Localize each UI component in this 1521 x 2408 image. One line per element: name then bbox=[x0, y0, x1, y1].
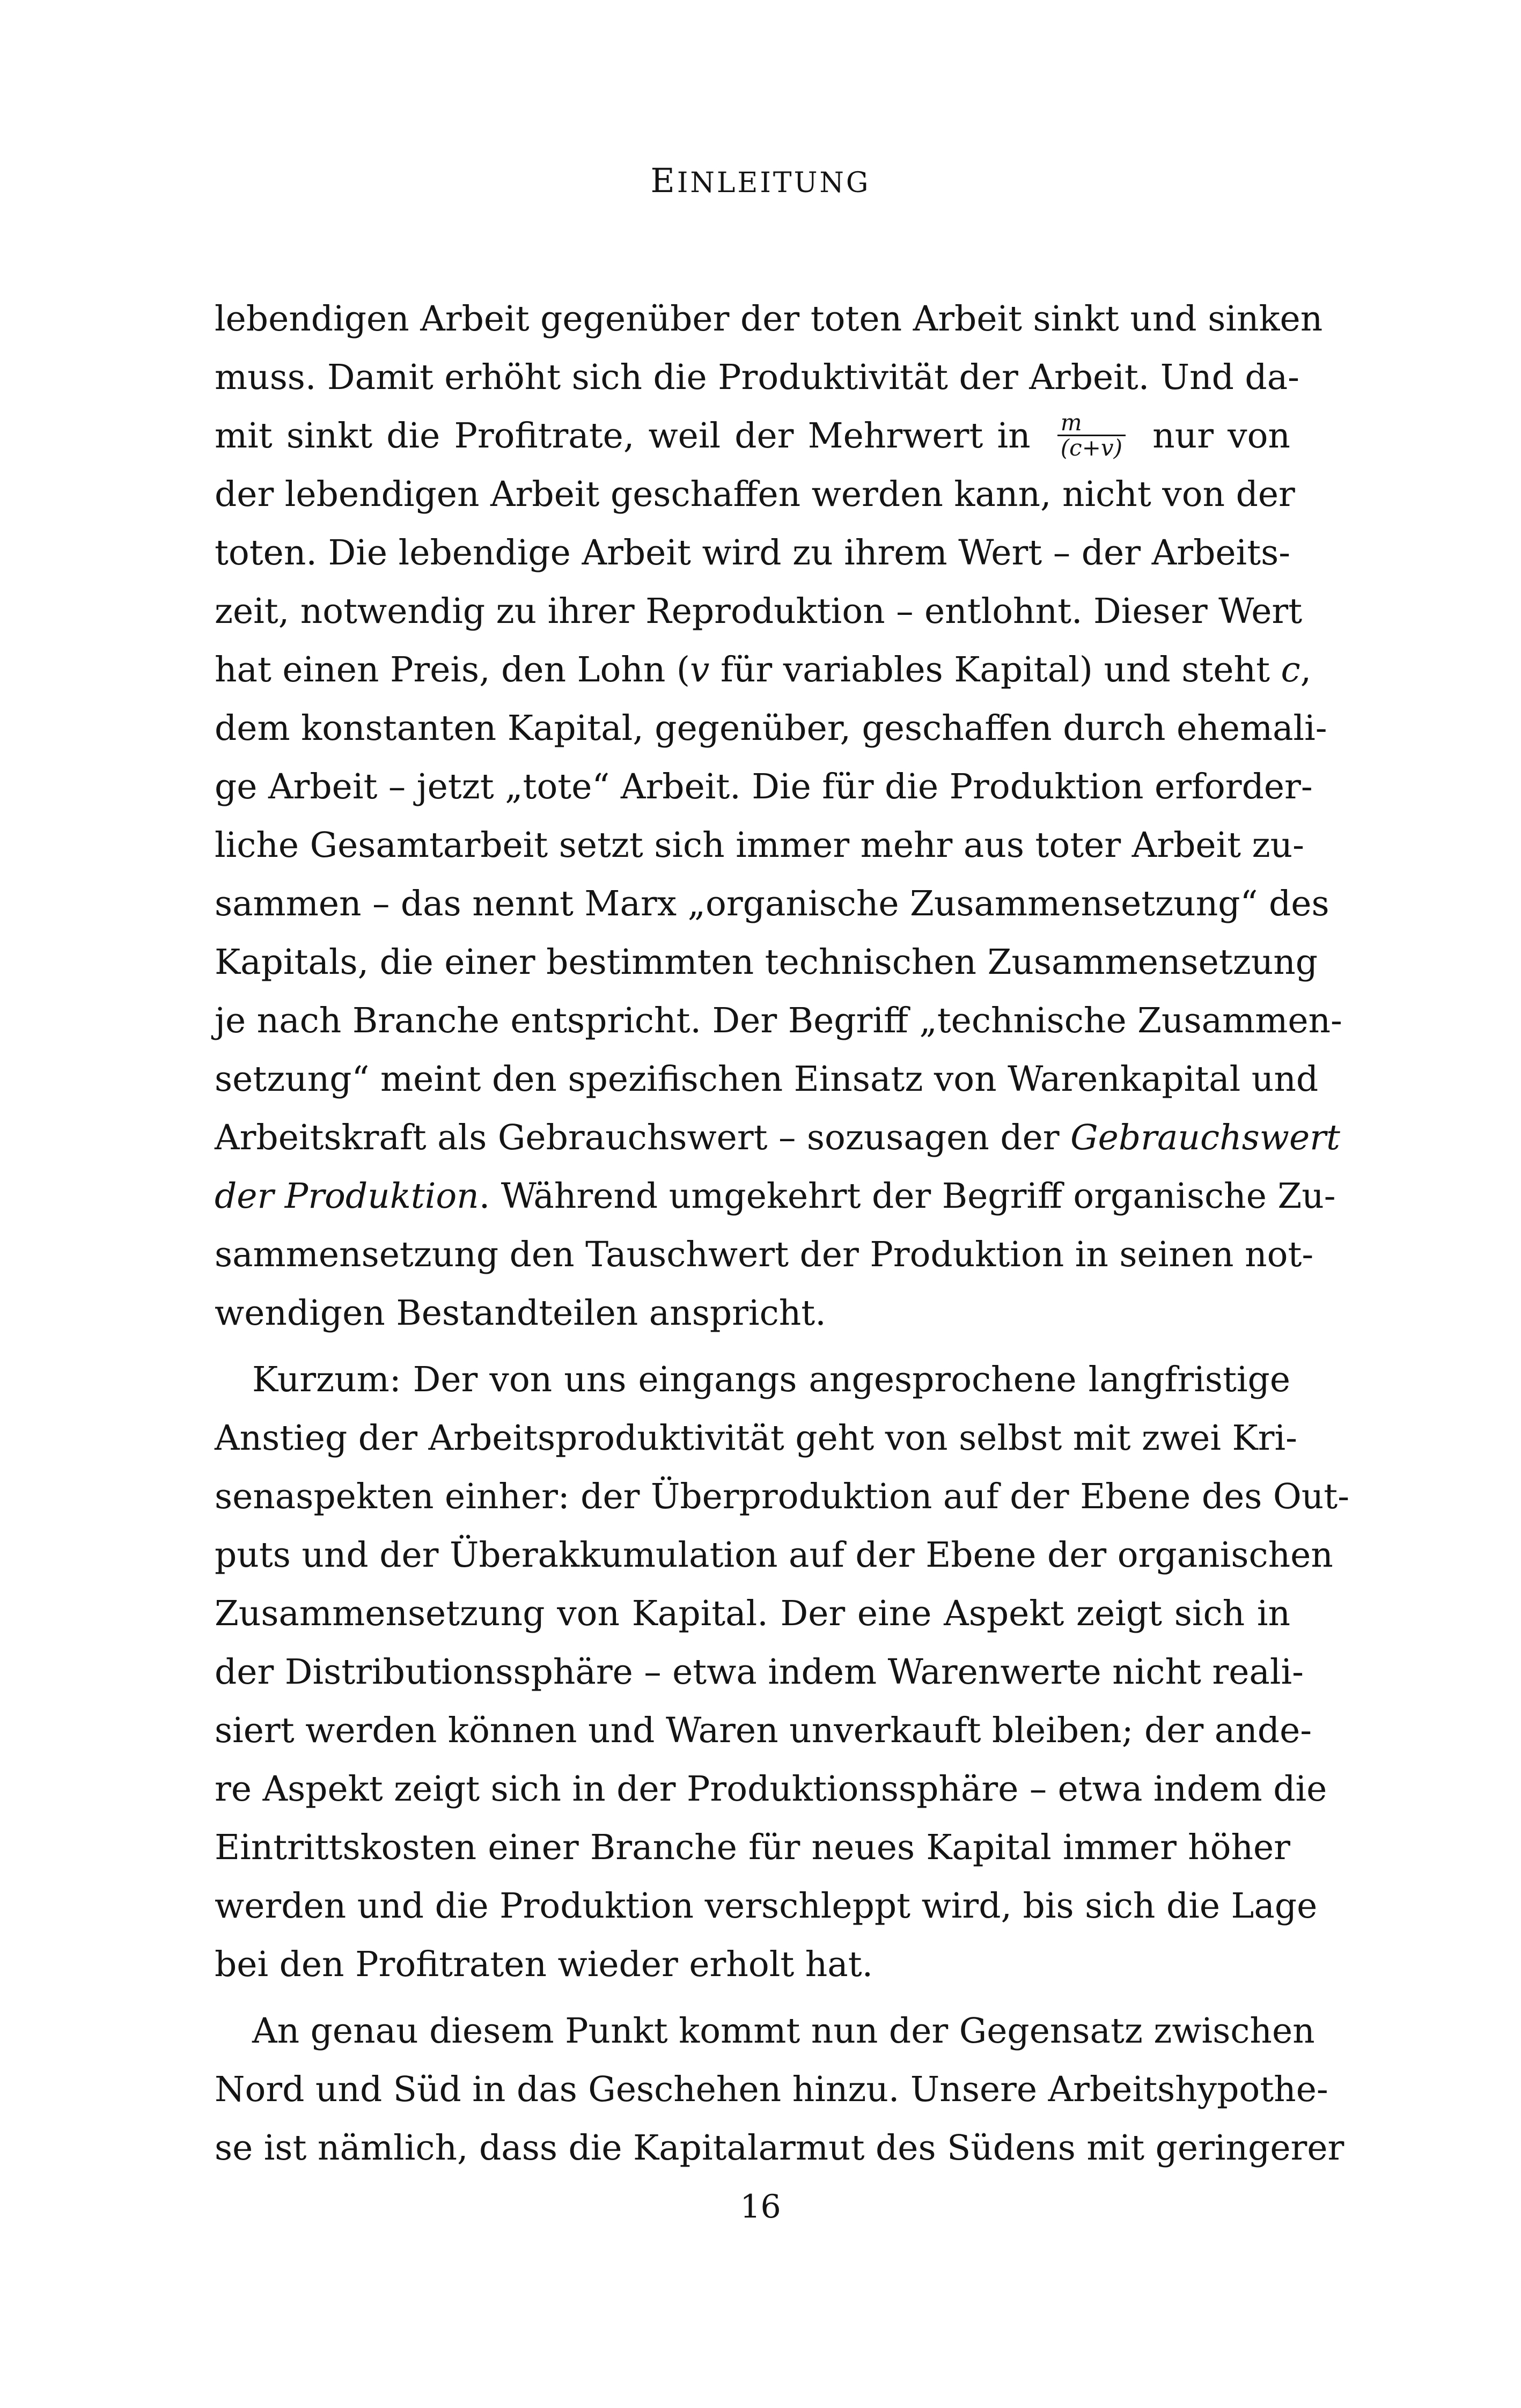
fraction-numerator: m bbox=[1060, 409, 1082, 436]
text-line: liche Gesamtarbeit setzt sich immer mehr aus toter Arbeit zu- bbox=[215, 825, 1304, 865]
text-line: setzung“ meint den spezifischen Einsatz von Warenkapital und bbox=[215, 1059, 1319, 1099]
text-line: sammen – das nennt Marx „organische Zusammensetzung“ des bbox=[215, 884, 1329, 924]
text-segment: für variables Kapital) und steht bbox=[709, 650, 1281, 690]
text-line: se ist nämlich, dass die Kapitalarmut des Südens mit geringerer bbox=[215, 2128, 1344, 2168]
text-line-with-formula bbox=[215, 407, 1290, 465]
text-line: lebendigen Arbeit gegenüber der toten Arbeit sinkt und sinken bbox=[215, 299, 1323, 339]
text-line: ge Arbeit – jetzt „tote“ Arbeit. Die für die Produktion erforder- bbox=[215, 767, 1313, 807]
text-line: Zusammensetzung von Kapital. Der eine Aspekt zeigt sich in bbox=[215, 1594, 1290, 1634]
fraction-denominator: (c+v) bbox=[1057, 435, 1126, 460]
running-header bbox=[0, 161, 1521, 200]
text-line: Anstieg der Arbeitsproduktivität geht von selbst mit zwei Kri- bbox=[215, 1418, 1297, 1458]
text-line: An genau diesem Punkt kommt nun der Gegensatz zwischen bbox=[252, 2011, 1315, 2051]
variable-v: v bbox=[690, 650, 710, 690]
text-line: toten. Die lebendige Arbeit wird zu ihrem Wert – der Arbeits- bbox=[215, 533, 1290, 573]
text-line: Kapitals, die einer bestimmten technischen Zusammensetzung bbox=[215, 942, 1318, 982]
text-line bbox=[215, 1108, 1340, 1167]
paragraph-2 bbox=[215, 1350, 1350, 1994]
text-line: sammensetzung den Tauschwert der Produktion in seinen not- bbox=[215, 1235, 1314, 1275]
text-line: der Distributionssphäre – etwa indem Warenwerte nicht reali- bbox=[215, 1652, 1304, 1692]
profit-rate-fraction bbox=[1057, 411, 1126, 460]
page-number: 16 bbox=[740, 2188, 781, 2226]
emphasis: der Produktion bbox=[215, 1176, 479, 1216]
text-segment: hat einen Preis, den Lohn ( bbox=[215, 650, 690, 690]
text-line: siert werden können und Waren unverkauft bleiben; der ande- bbox=[215, 1710, 1312, 1751]
text-line: wendigen Bestandteilen anspricht. bbox=[215, 1293, 826, 1333]
text-line: puts und der Überakkumulation auf der Ebene der organischen bbox=[215, 1535, 1333, 1575]
paragraph-1 bbox=[215, 290, 1342, 1342]
text-line: Nord und Süd in das Geschehen hinzu. Unsere Arbeitshypothe- bbox=[215, 2069, 1328, 2110]
text-segment: mit sinkt die Profitrate, weil der Mehrwert in bbox=[215, 416, 1031, 456]
text-line: zeit, notwendig zu ihrer Reproduktion – entlohnt. Dieser Wert bbox=[215, 591, 1303, 632]
text-line: der lebendigen Arbeit geschaffen werden kann, nicht von der bbox=[215, 474, 1295, 515]
text-line: Eintrittskosten einer Branche für neues Kapital immer höher bbox=[215, 1827, 1290, 1868]
text-line: werden und die Produktion verschleppt wird, bis sich die Lage bbox=[215, 1886, 1318, 1926]
text-line: senaspekten einher: der Überproduktion auf der Ebene des Out- bbox=[215, 1477, 1350, 1517]
text-line: muss. Damit erhöht sich die Produktivität der Arbeit. Und da- bbox=[215, 357, 1299, 398]
running-header-initial: E bbox=[650, 161, 677, 200]
body-text bbox=[215, 290, 1350, 2177]
text-line: bei den Profitraten wieder erholt hat. bbox=[215, 1944, 873, 1985]
text-line bbox=[215, 1167, 1336, 1225]
running-header-rest: INLEITUNG bbox=[677, 167, 871, 199]
text-segment: , bbox=[1300, 650, 1312, 690]
text-line: re Aspekt zeigt sich in der Produktionssphäre – etwa indem die bbox=[215, 1769, 1327, 1809]
text-segment: . Während umgekehrt der Begriff organische Zu- bbox=[479, 1176, 1336, 1216]
text-line bbox=[215, 641, 1312, 699]
emphasis: Gebrauchswert bbox=[1070, 1118, 1340, 1158]
text-line: dem konstanten Kapital, gegenüber, geschaffen durch ehemali- bbox=[215, 708, 1327, 748]
text-segment: nur von bbox=[1152, 416, 1290, 456]
text-line: je nach Branche entspricht. Der Begriff „technische Zusammen- bbox=[215, 1001, 1342, 1041]
paragraph-3 bbox=[215, 2002, 1344, 2177]
variable-c: c bbox=[1281, 650, 1300, 690]
text-line: Kurzum: Der von uns eingangs angesprochene langfristige bbox=[252, 1360, 1290, 1400]
text-segment: Arbeitskraft als Gebrauchswert – sozusagen der bbox=[215, 1118, 1071, 1158]
